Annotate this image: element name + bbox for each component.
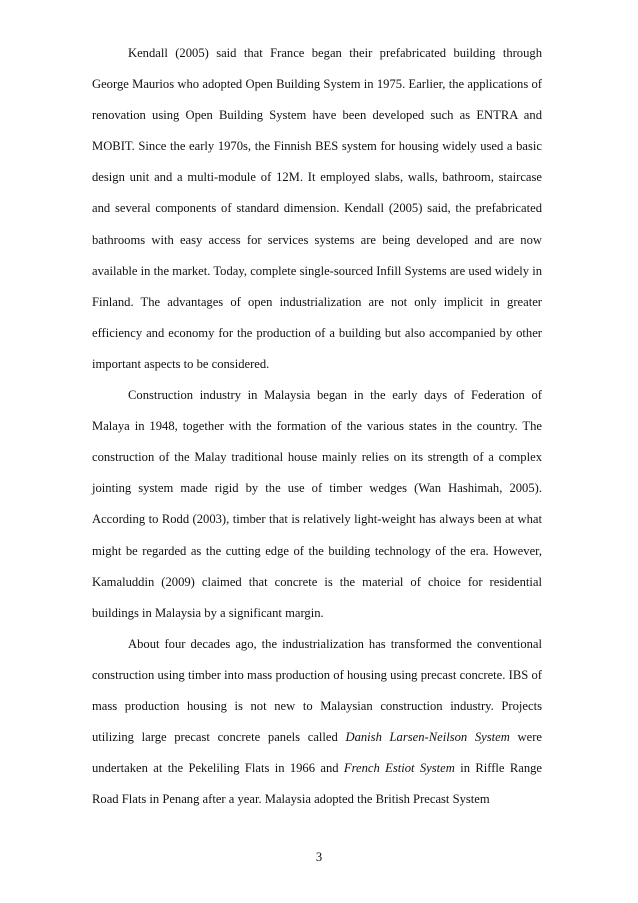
paragraph-malaysia-construction-history [92, 380, 542, 629]
italic-system-name-danish: Danish Larsen-Neilson System [345, 730, 510, 745]
paragraph-open-building-europe [92, 38, 542, 380]
paragraph-text: were undertaken at the Pekeliling Flats in 1966 and [92, 730, 542, 776]
paragraph-text: Kendall (2005) said that France began their prefabricated building through George Maurios who adopted Open Building System in 1975. Earlier, the applications of renovation using Open Building System have been developed such as ENTRA and MOBIT. Since the early 1970s, the Finnish BES system for housing widely used a basic design unit and a multi-module of 12M. It employed slabs, walls, bathroom, staircase and several components of standard dimension. Kendall (2005) said, the prefabricated bathrooms with easy access for services systems are being developed and are now available in the market. Today, complete single-sourced Infill Systems are used widely in Finland. The advantages of open industrialization are not only implicit in greater efficiency and economy for the production of a building but also accompanied by other important aspects to be considered. [92, 46, 542, 371]
paragraph-text: Construction industry in Malaysia began in the early days of Federation of Malaya in 1948, together with the formation of the various states in the country. The construction of the Malay traditional house mainly relies on its strength of a complex jointing system made rigid by the use of timber wedges (Wan Hashimah, 2005). According to Rodd (2003), timber that is relatively light-weight has always been at what might be regarded as the cutting edge of the building technology of the era. However, Kamaluddin (2009) claimed that concrete is the material of choice for residential buildings in Malaysia by a significant margin. [92, 388, 542, 620]
paragraph-text: in Riffle Range Road Flats in Penang after a year. Malaysia adopted the British Precast System [92, 761, 543, 807]
body-text [92, 38, 542, 815]
paragraph-text: About four decades ago, the industrialization has transformed the conventional construction using timber into mass production of housing using precast concrete. IBS of mass production housing is not new to Malaysian construction industry. Projects utilizing large precast concrete panels called [92, 636, 542, 745]
page-number: 3 [315, 850, 323, 864]
paragraph-industrialization-precast [92, 629, 542, 816]
italic-system-name-french: French Estiot System [343, 761, 455, 776]
